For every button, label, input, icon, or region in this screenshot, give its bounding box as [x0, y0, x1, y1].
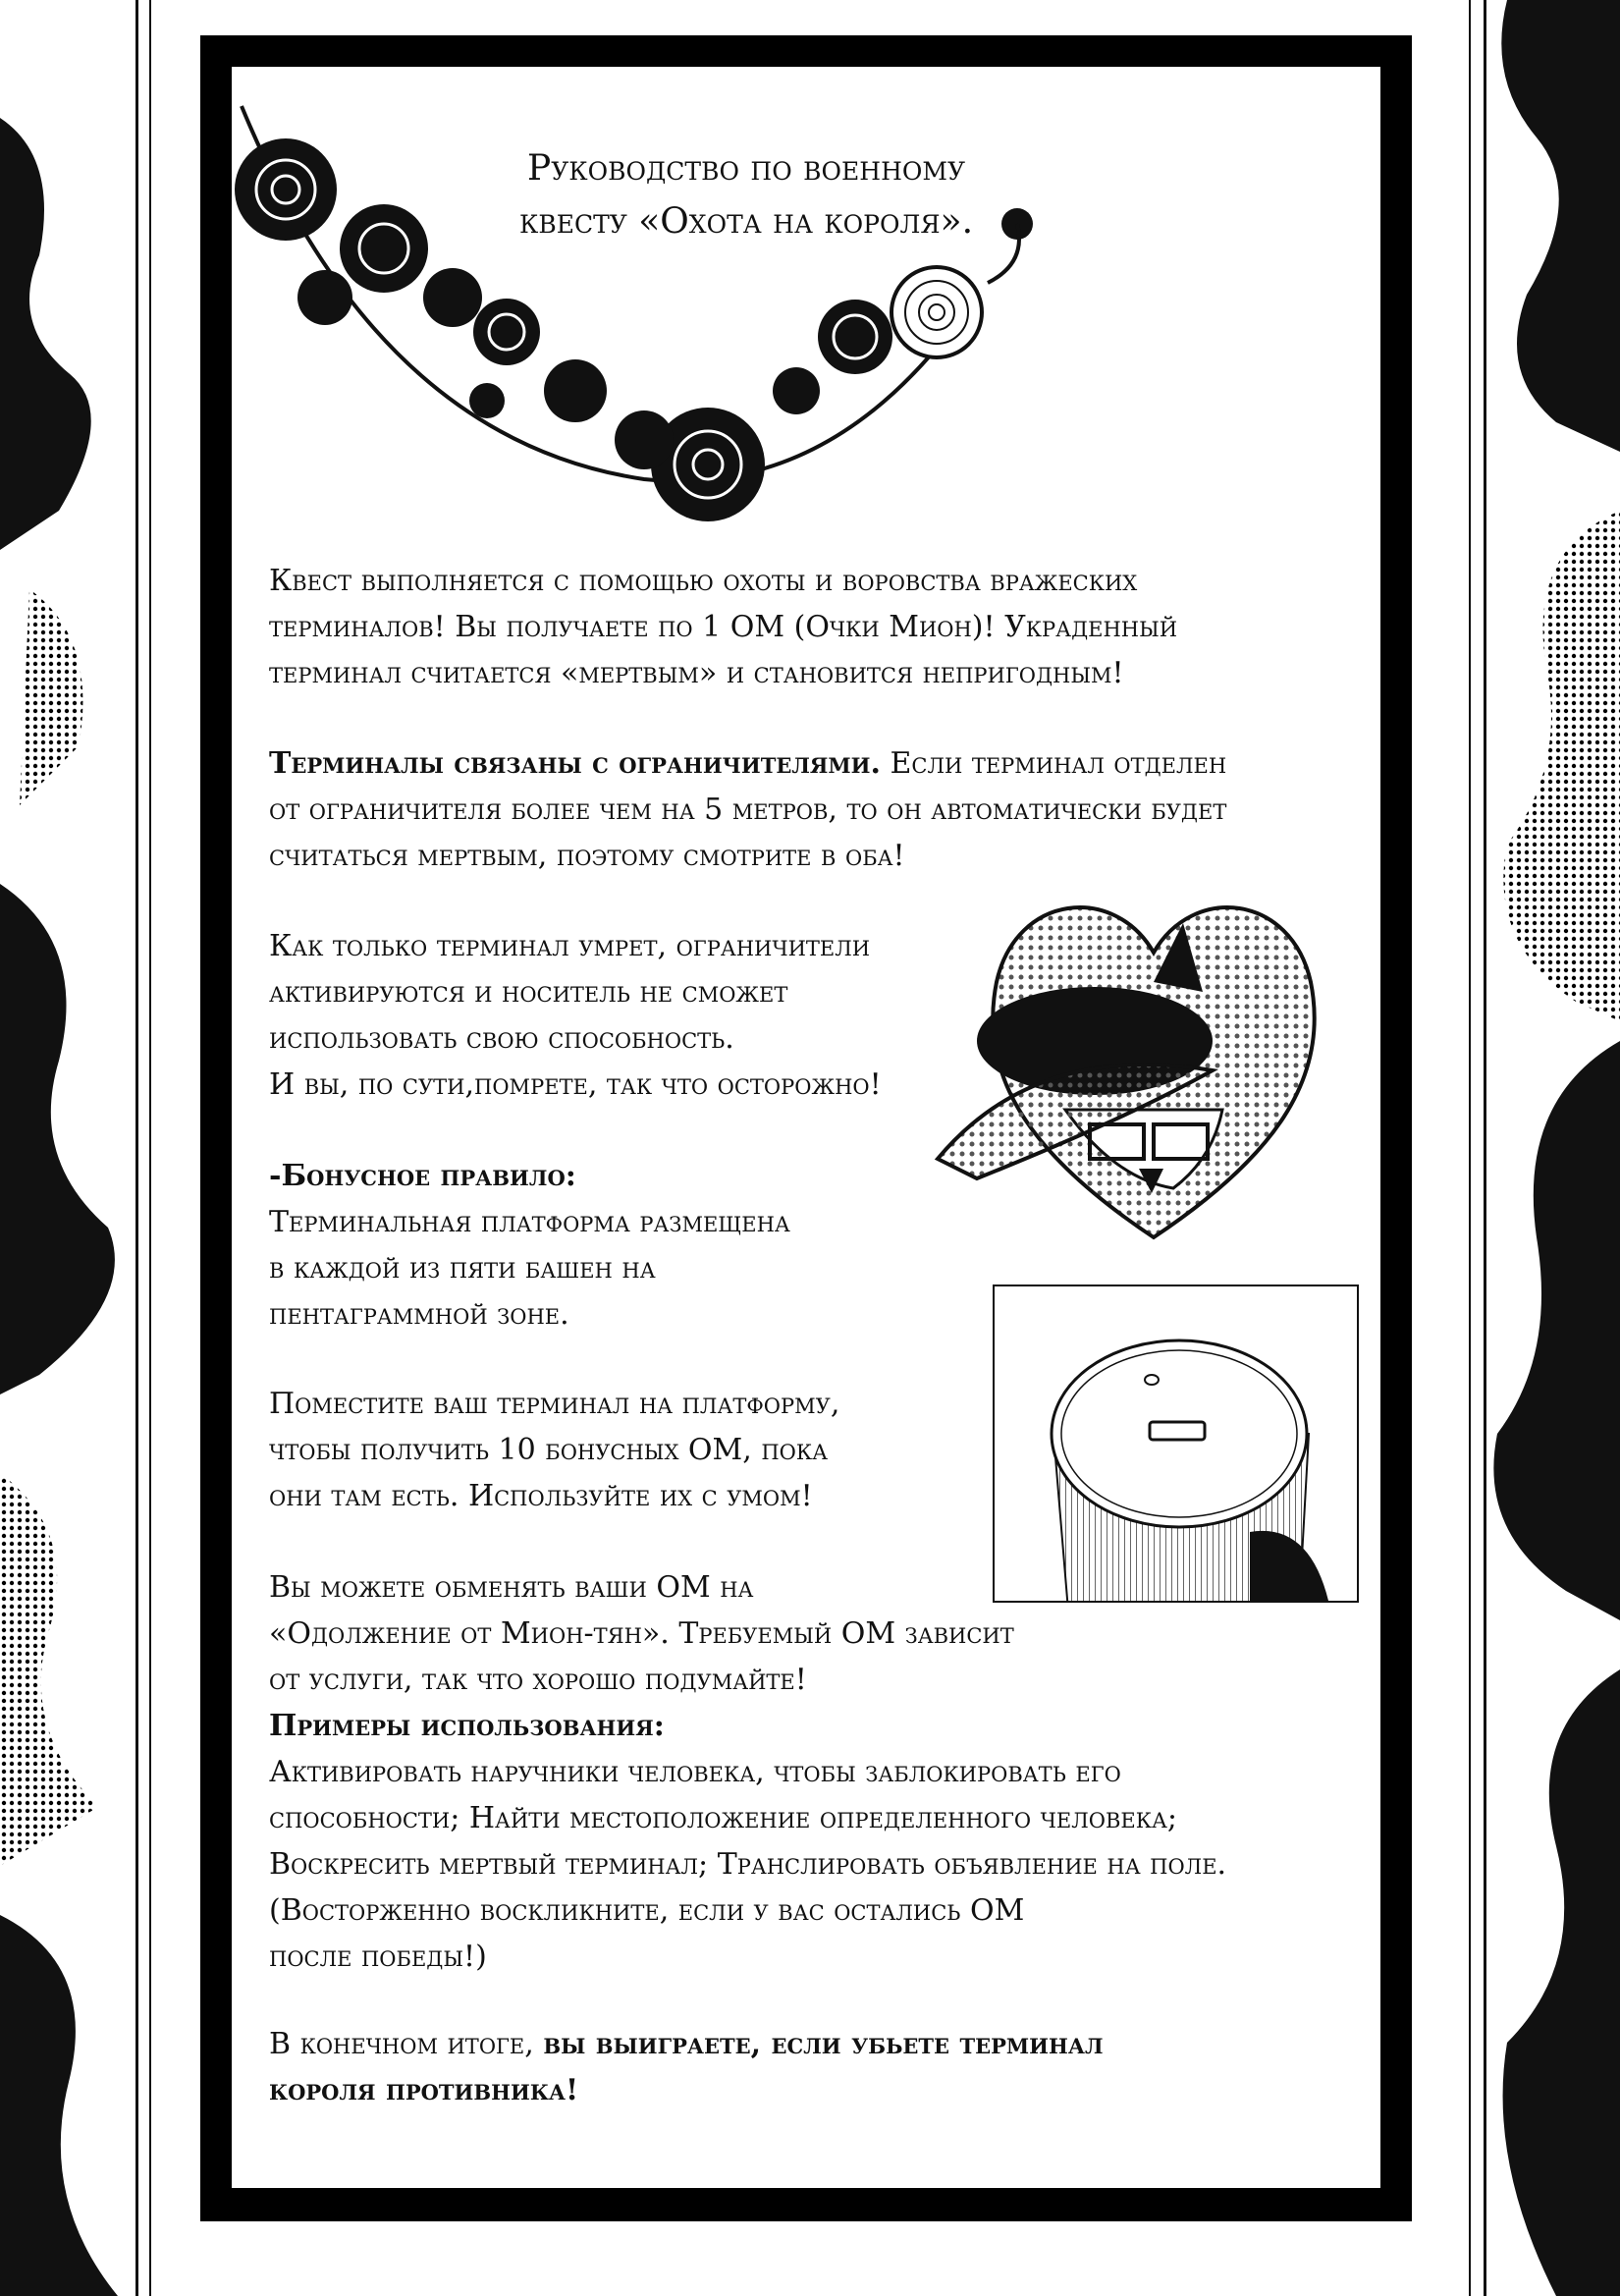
- ending-paragraph: [269, 2021, 1104, 2113]
- title-line-1: Руководство по военному: [526, 148, 966, 189]
- death-line-1: Как только терминал умрет, ограничители: [269, 929, 871, 963]
- left-smoke-background: [0, 0, 147, 2296]
- right-smoke-art: [1468, 0, 1620, 2296]
- exchange-line-7: (Восторженно воскликните, если у вас остались ОМ: [269, 1893, 1025, 1928]
- exchange-line-3: от услуги, так что хорошо подумайте!: [269, 1663, 807, 1697]
- ending-bold-text-1: вы выиграете, если убьете терминал: [543, 2027, 1104, 2061]
- terminal-platform-art: [995, 1286, 1357, 1601]
- ending-bold-text-2: короля противника!: [269, 2073, 579, 2107]
- restrictors-line-3: считаться мертвым, поэтому смотрите в оба!: [269, 839, 905, 873]
- ending-normal-text: В конечном итоге,: [269, 2027, 544, 2061]
- right-smoke-background: [1468, 0, 1620, 2296]
- exchange-line-2: «Одолжение от Мион-тян». Требуемый ОМ зависит: [269, 1616, 1014, 1651]
- exchange-line-8: после победы!): [269, 1940, 487, 1974]
- restrictors-line-1: [269, 740, 1226, 787]
- intro-line-2: терминалов! Вы получаете по 1 ОМ (Очки Мион)! Украденный: [269, 610, 1178, 644]
- bonus-rule-heading: -Бонусное правило:: [269, 1159, 576, 1193]
- restrictors-paragraph: [269, 740, 1226, 879]
- rose-garland-illustration: [232, 67, 1135, 538]
- bonus-rule-paragraph: [269, 1153, 790, 1338]
- death-paragraph: [269, 923, 882, 1108]
- restrictors-line-1-rest: Если терминал отделен: [880, 746, 1227, 781]
- platform-line-2: чтобы получить 10 бонусных ОМ, пока: [269, 1433, 829, 1467]
- ending-line-1: [269, 2021, 1104, 2067]
- intro-paragraph: [269, 558, 1177, 696]
- bonus-line-3: пентаграммной зоне.: [269, 1297, 569, 1332]
- restrictors-bold-text: Терминалы связаны с ограничителями.: [269, 746, 881, 781]
- platform-paragraph: [269, 1381, 839, 1519]
- death-line-3: использовать свою способность.: [269, 1021, 734, 1056]
- bonus-line-2: в каждой из пяти башен на: [269, 1251, 656, 1285]
- heart-character-illustration: [918, 864, 1389, 1277]
- death-line-4: И вы, по сути,помрете, так что осторожно!: [269, 1067, 882, 1102]
- restrictors-line-2: от ограничителя более чем на 5 метров, то он автоматически будет: [269, 793, 1227, 827]
- intro-line-3: терминал считается «мертвым» и становится непригодным!: [269, 656, 1124, 690]
- exchange-paragraph: [269, 1564, 1226, 1980]
- platform-line-3: они там есть. Используйте их с умом!: [269, 1479, 813, 1513]
- guide-title: [442, 142, 1051, 248]
- terminal-platform-illustration: [993, 1285, 1359, 1603]
- exchange-line-1: Вы можете обменять ваши ОМ на: [269, 1570, 754, 1605]
- platform-line-1: Поместите ваш терминал на платформу,: [269, 1387, 840, 1421]
- title-line-2: квесту «Охота на короля».: [518, 201, 974, 242]
- left-smoke-art: [0, 0, 147, 2296]
- bonus-line-1: Терминальная платформа размещена: [269, 1205, 790, 1239]
- exchange-line-5: способности; Найти местоположение определенного человека;: [269, 1801, 1177, 1835]
- exchange-line-4: Активировать наручники человека, чтобы заблокировать его: [269, 1755, 1121, 1789]
- death-line-2: активируются и носитель не сможет: [269, 975, 788, 1010]
- intro-line-1: Квест выполняется с помощью охоты и воровства вражеских: [269, 564, 1138, 598]
- exchange-line-6: Воскресить мертвый терминал; Транслировать объявление на поле.: [269, 1847, 1227, 1882]
- usage-examples-heading: Примеры использования:: [269, 1709, 665, 1743]
